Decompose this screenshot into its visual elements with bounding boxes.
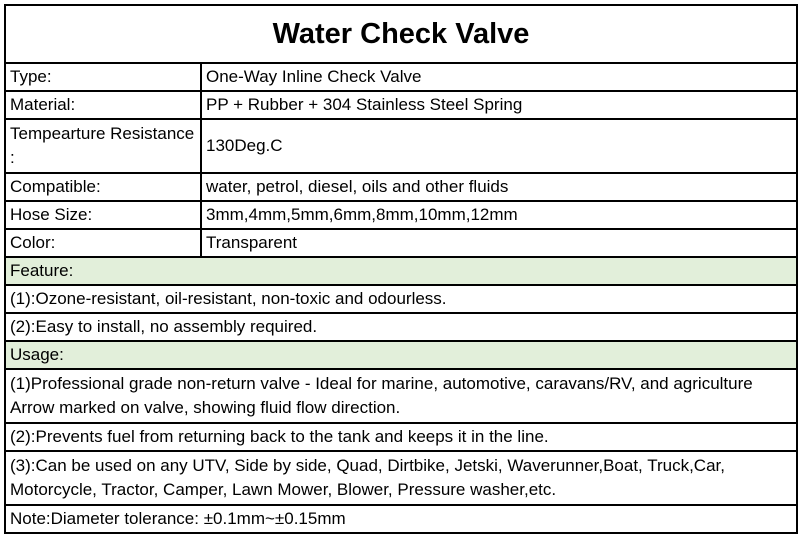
spec-table (4, 4, 798, 534)
spec-label-material: Material: (5, 91, 201, 119)
spec-label-hose-size: Hose Size: (5, 201, 201, 229)
title-row (5, 5, 797, 63)
feature-row (5, 285, 797, 313)
spec-row-color (5, 229, 797, 257)
feature-heading: Feature: (5, 257, 797, 285)
spec-value-type: One-Way Inline Check Valve (201, 63, 797, 91)
spec-label-compatible: Compatible: (5, 173, 201, 201)
spec-row-type (5, 63, 797, 91)
note-text: Note:Diameter tolerance: ±0.1mm~±0.15mm (5, 505, 797, 533)
spec-row-temperature (5, 119, 797, 173)
note-row (5, 505, 797, 533)
feature-row (5, 313, 797, 341)
usage-heading: Usage: (5, 341, 797, 369)
spec-value-compatible: water, petrol, diesel, oils and other fluids (201, 173, 797, 201)
spec-row-compatible (5, 173, 797, 201)
feature-item-2: (2):Easy to install, no assembly required. (5, 313, 797, 341)
spec-label-temperature: Tempearture Resistance : (5, 119, 201, 173)
usage-row (5, 423, 797, 451)
spec-value-hose-size: 3mm,4mm,5mm,6mm,8mm,10mm,12mm (201, 201, 797, 229)
spec-row-material (5, 91, 797, 119)
usage-item-2: (2):Prevents fuel from returning back to the tank and keeps it in the line. (5, 423, 797, 451)
usage-item-3: (3):Can be used on any UTV, Side by side, Quad, Dirtbike, Jetski, Waverunner,Boat, Truck,Car, Motorcycle, Tractor, Camper, Lawn Mower, Blower, Pressure washer,etc. (5, 451, 797, 505)
spec-value-material: PP + Rubber + 304 Stainless Steel Spring (201, 91, 797, 119)
feature-item-1: (1):Ozone-resistant, oil-resistant, non-toxic and odourless. (5, 285, 797, 313)
spec-label-type: Type: (5, 63, 201, 91)
spec-row-hose-size (5, 201, 797, 229)
spec-value-color: Transparent (201, 229, 797, 257)
spec-value-temperature: 130Deg.C (201, 119, 797, 173)
usage-item-1: (1)Professional grade non-return valve - Ideal for marine, automotive, caravans/RV, and agriculture Arrow marked on valve, showing fluid flow direction. (5, 369, 797, 423)
spec-label-color: Color: (5, 229, 201, 257)
usage-heading-row (5, 341, 797, 369)
feature-heading-row (5, 257, 797, 285)
usage-row (5, 451, 797, 505)
sheet-title: Water Check Valve (5, 5, 797, 63)
usage-row (5, 369, 797, 423)
